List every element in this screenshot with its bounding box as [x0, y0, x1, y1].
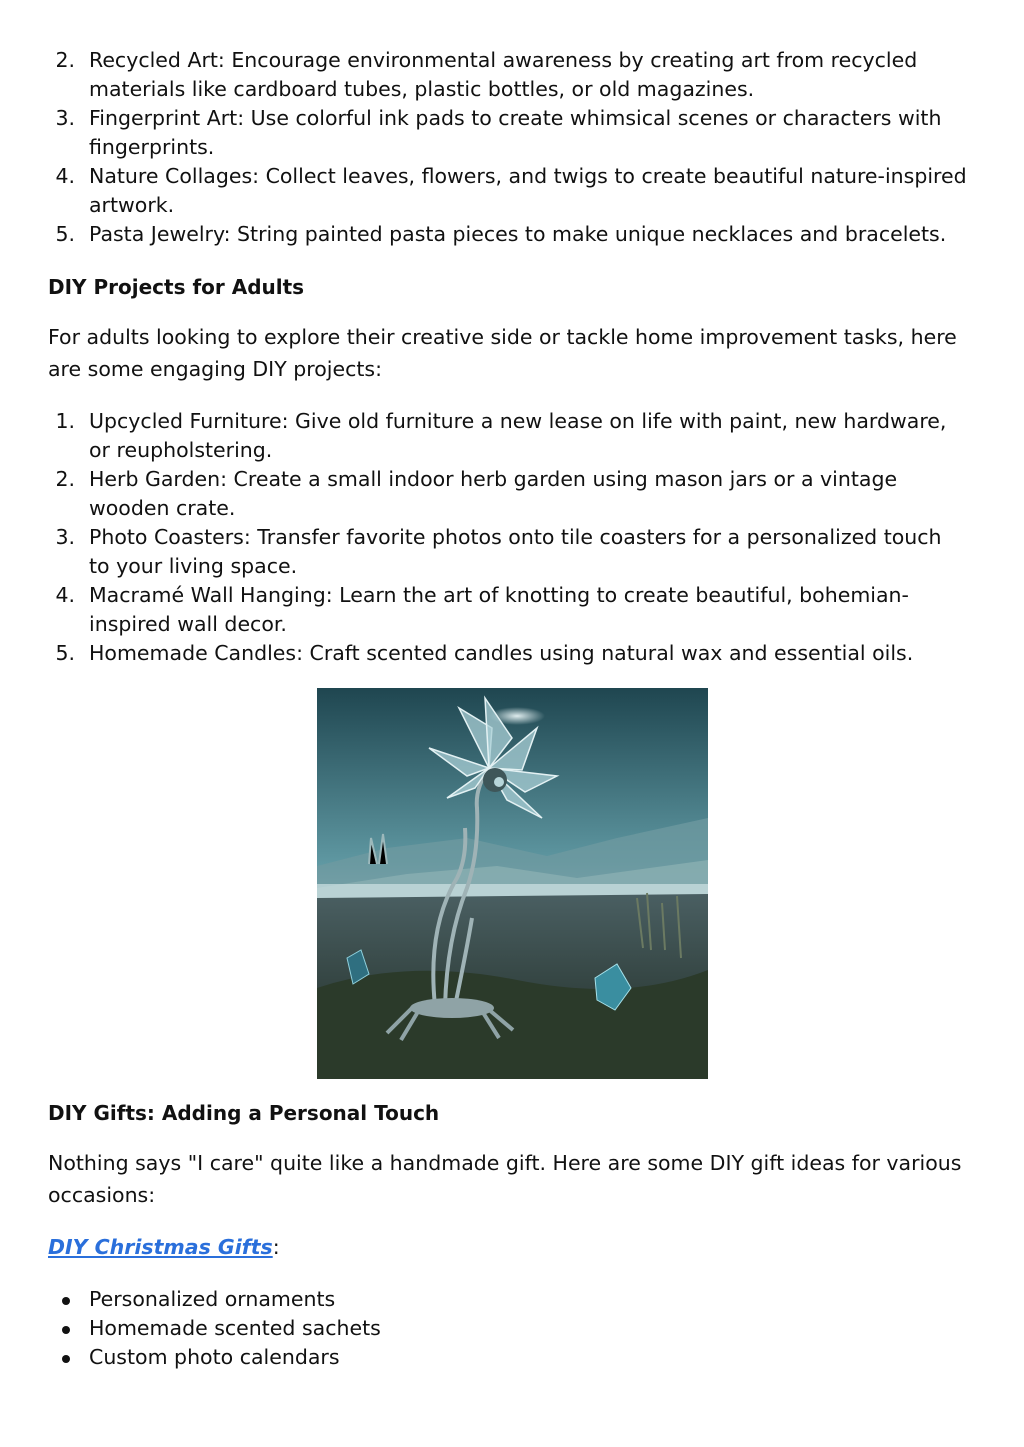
- list-item: [48, 104, 968, 162]
- robot-flower-image: [317, 688, 708, 1079]
- list-text: Herb Garden: Create a small indoor herb garden using mason jars or a vintage wooden crate.: [89, 467, 898, 520]
- gifts-intro: Nothing says "I care" quite like a handmade gift. Here are some DIY gift ideas for various occasions:: [48, 1151, 962, 1207]
- list-text: Fingerprint Art: Use colorful ink pads to create whimsical scenes or characters with fingerprints.: [89, 106, 942, 159]
- list-number: 3.: [55, 106, 75, 130]
- list-text: Recycled Art: Encourage environmental awareness by creating art from recycled materials like cardboard tubes, plastic bottles, or old magazines.: [89, 48, 918, 101]
- robot-flower-illustration: [317, 688, 708, 1079]
- list-item: [48, 1343, 968, 1372]
- content: [48, 46, 968, 1372]
- list-number: 2.: [55, 467, 75, 491]
- list-item: [48, 162, 968, 220]
- list-text: Macramé Wall Hanging: Learn the art of knotting to create beautiful, bohemian-inspired wall decor.: [89, 583, 909, 636]
- bullet-icon: [62, 1297, 70, 1305]
- list-item: [48, 581, 968, 639]
- bullet-icon: [62, 1355, 70, 1363]
- christmas-gifts-line: [48, 1231, 968, 1263]
- list-number: 1.: [55, 409, 75, 433]
- bullet-icon: [62, 1326, 70, 1334]
- list-item: [48, 407, 968, 465]
- list-item: [48, 1285, 968, 1314]
- section-heading-gifts: DIY Gifts: Adding a Personal Touch: [48, 1101, 440, 1125]
- list-item: [48, 523, 968, 581]
- list-text: Homemade Candles: Craft scented candles using natural wax and essential oils.: [89, 641, 914, 665]
- christmas-gifts-link[interactable]: DIY Christmas Gifts: [48, 1235, 273, 1259]
- list-text: Pasta Jewelry: String painted pasta pieces to make unique necklaces and bracelets.: [89, 222, 947, 246]
- list-text: Upcycled Furniture: Give old furniture a new lease on life with paint, new hardware, or reupholstering.: [89, 409, 947, 462]
- christmas-gifts-list: [48, 1285, 968, 1372]
- list-number: 5.: [55, 222, 75, 246]
- list-text: Homemade scented sachets: [89, 1316, 381, 1340]
- adults-intro: For adults looking to explore their creative side or tackle home improvement tasks, here are some engaging DIY projects:: [48, 325, 957, 381]
- list-item: [48, 220, 968, 249]
- list-text: Photo Coasters: Transfer favorite photos onto tile coasters for a personalized touch to your living space.: [89, 525, 942, 578]
- section-heading-adults: DIY Projects for Adults: [48, 275, 305, 299]
- list-number: 2.: [55, 48, 75, 72]
- list-number: 3.: [55, 525, 75, 549]
- list-number: 5.: [55, 641, 75, 665]
- list-item: [48, 465, 968, 523]
- list-text: Custom photo calendars: [89, 1345, 340, 1369]
- adults-projects-list: [48, 407, 968, 668]
- list-text: Personalized ornaments: [89, 1287, 336, 1311]
- list-number: 4.: [55, 164, 75, 188]
- list-item: [48, 1314, 968, 1343]
- kids-projects-list: [48, 46, 968, 249]
- list-number: 4.: [55, 583, 75, 607]
- list-item: [48, 46, 968, 104]
- list-text: Nature Collages: Collect leaves, flowers, and twigs to create beautiful nature-inspired artwork.: [89, 164, 967, 217]
- list-item: [48, 639, 968, 668]
- link-suffix: :: [272, 1235, 280, 1259]
